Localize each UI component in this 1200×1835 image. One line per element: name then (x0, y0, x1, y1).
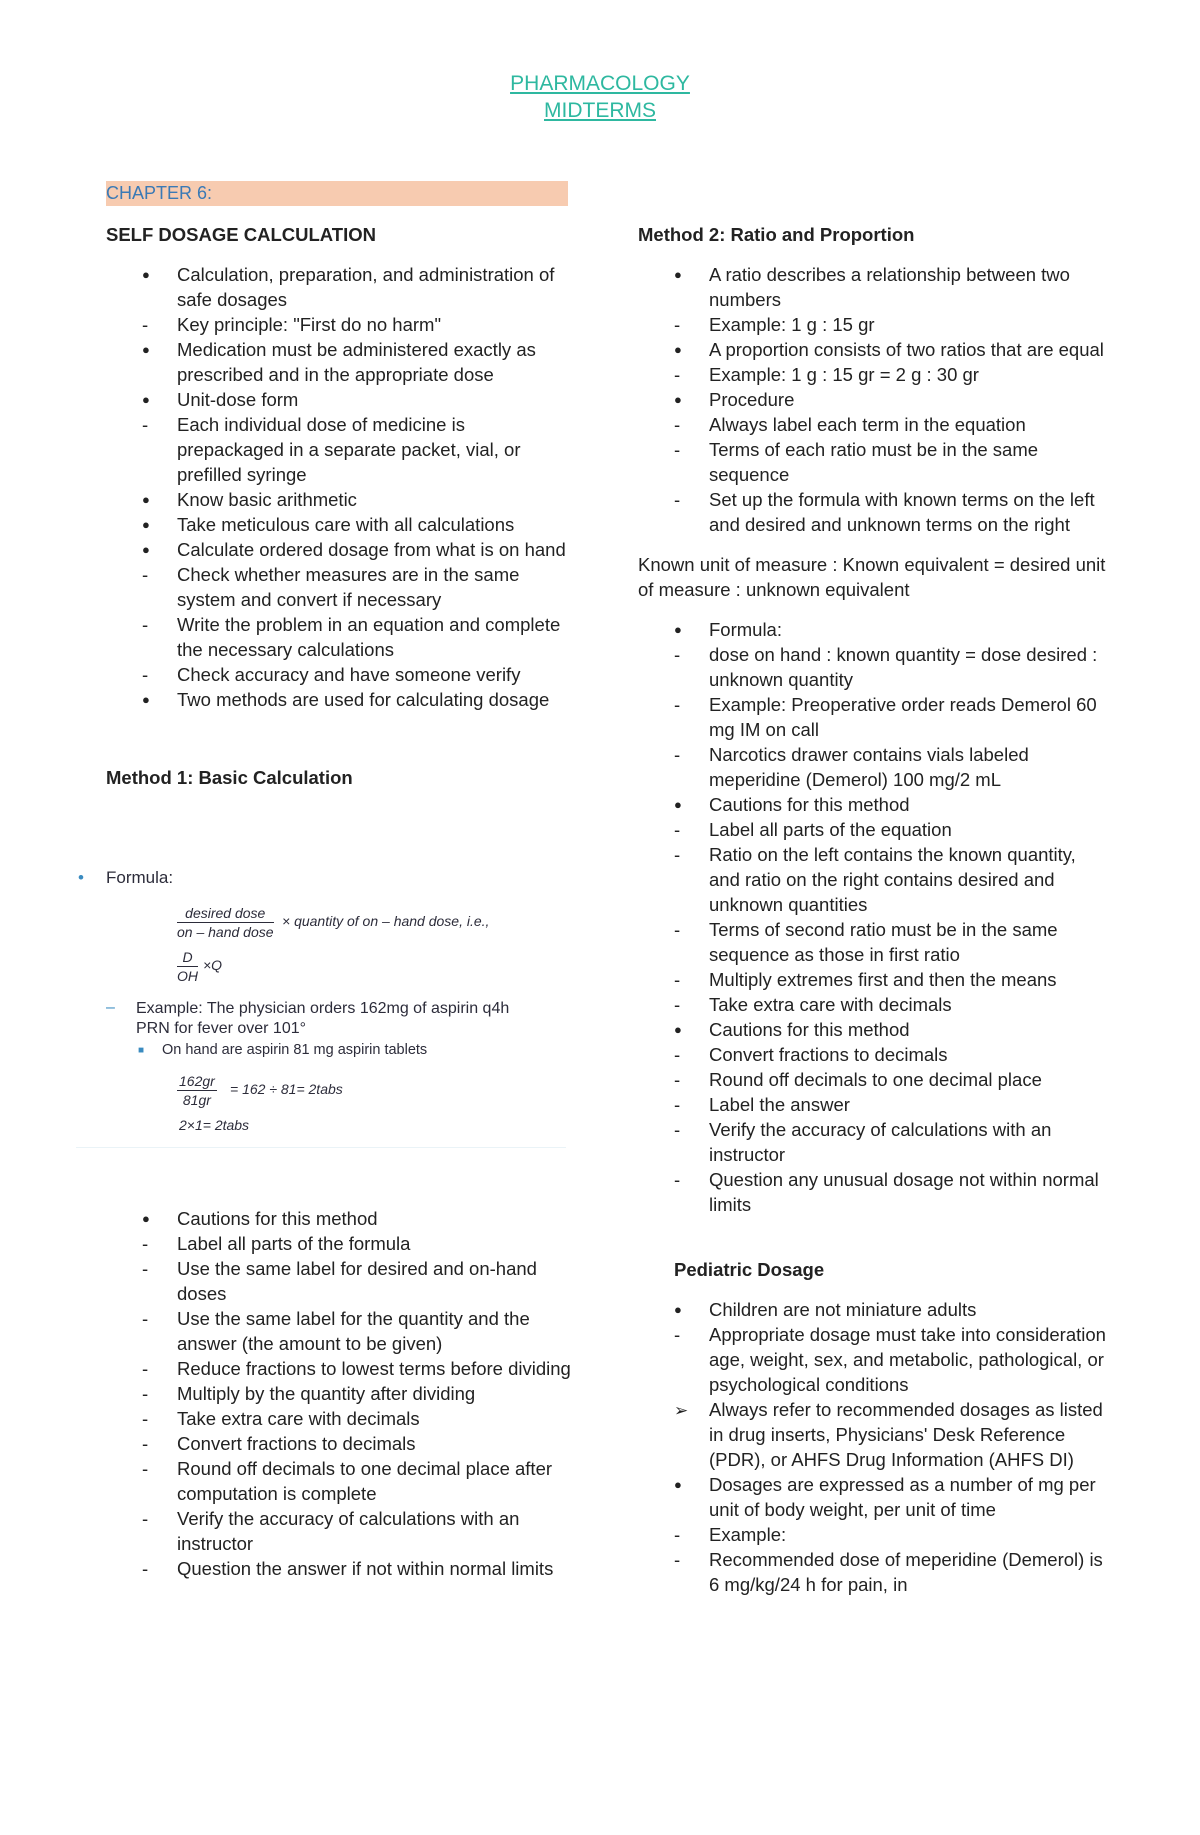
list-item (638, 362, 1108, 387)
bullet-icon (674, 387, 694, 414)
list-item (638, 642, 1108, 692)
title-line-1: PHARMACOLOGY (510, 72, 690, 95)
list-item (106, 387, 576, 412)
list-item-text: Question any unusual dosage not within normal limits (709, 1169, 1099, 1215)
list-item (638, 1017, 1108, 1042)
list-item-text: Example: Preoperative order reads Demerol 60 mg IM on call (709, 694, 1097, 740)
list-item (106, 337, 576, 387)
list-item (106, 1456, 576, 1506)
list-item-text: Check whether measures are in the same system and convert if necessary (177, 564, 520, 610)
dash-marker (674, 917, 694, 942)
list-item-text: Convert fractions to decimals (177, 1433, 416, 1454)
bullet-icon (142, 512, 162, 539)
list-item-text: Question the answer if not within normal limits (177, 1558, 554, 1579)
list-item-text: Round off decimals to one decimal place after computation is complete (177, 1458, 553, 1504)
list-item-text: Example: 1 g : 15 gr (709, 314, 875, 335)
chapter-label: CHAPTER 6: (106, 181, 568, 206)
list-item (638, 1067, 1108, 1092)
frac3-denominator: 81gr (182, 1092, 211, 1108)
list-item (638, 262, 1108, 312)
list-item (638, 1167, 1108, 1217)
dash-marker (674, 1042, 694, 1067)
list-item-text: Formula: (709, 619, 782, 640)
dash-marker (674, 1067, 694, 1092)
dash-marker (142, 312, 162, 337)
list-item (638, 1472, 1108, 1522)
list-item (106, 1256, 576, 1306)
dash-marker (142, 562, 162, 587)
list-item-text: Medication must be administered exactly as prescribed and in the appropriate dose (177, 339, 536, 385)
list-item (638, 792, 1108, 817)
formula-last-line: 2×1= 2tabs (179, 1117, 250, 1133)
dash-marker (142, 1456, 162, 1481)
list-item-text: Unit-dose form (177, 389, 299, 410)
list-item (638, 617, 1108, 642)
list-item (638, 1092, 1108, 1117)
list-item (106, 562, 576, 612)
list-item-text: Example: 1 g : 15 gr = 2 g : 30 gr (709, 364, 979, 385)
list-item (638, 412, 1108, 437)
frac1-denominator: on – hand dose (177, 924, 274, 940)
dash-marker (142, 1431, 162, 1456)
frac3-numerator: 162gr (179, 1073, 215, 1089)
list-item-text: Use the same label for desired and on-hand doses (177, 1258, 537, 1304)
formula-fraction-3 (177, 1072, 217, 1109)
list-item-text: Key principle: "First do no harm" (177, 314, 442, 335)
dash-marker (674, 742, 694, 767)
list-item-text: Ratio on the left contains the known quantity, and ratio on the right contains desired and unknown quantities (709, 844, 1076, 915)
list-item (106, 1506, 576, 1556)
list-item-text: Label the answer (709, 1094, 850, 1115)
formula-figure (76, 862, 566, 1148)
list-item-text: Set up the formula with known terms on the left and desired and unknown terms on the right (709, 489, 1095, 535)
section-heading-pediatric: Pediatric Dosage (674, 1259, 825, 1280)
dash-marker (142, 612, 162, 637)
right-list-2 (638, 617, 1108, 1217)
dash-marker (674, 1117, 694, 1142)
list-item-text: Always refer to recommended dosages as listed in drug inserts, Physicians' Desk Reference (PDR), or AHFS Drug Information (AHFS DI) (709, 1399, 1103, 1470)
list-item (106, 1306, 576, 1356)
list-item (638, 1547, 1108, 1597)
bullet-icon (142, 687, 162, 714)
dash-marker (142, 662, 162, 687)
list-item (106, 1206, 576, 1231)
section-heading-method-1: Method 1: Basic Calculation (106, 767, 353, 788)
list-item-text: Always label each term in the equation (709, 414, 1026, 435)
frac2-numerator: D (177, 948, 198, 967)
bullet-icon (142, 262, 162, 289)
dash-marker (674, 692, 694, 717)
left-column-top (106, 222, 576, 790)
list-item-text: Two methods are used for calculating dosage (177, 689, 550, 710)
list-item (638, 817, 1108, 842)
dash-marker (142, 1406, 162, 1431)
list-item-text: Label all parts of the equation (709, 819, 952, 840)
list-item-text: Multiply by the quantity after dividing (177, 1383, 476, 1404)
dash-marker (674, 437, 694, 462)
list-item-text: Use the same label for the quantity and the answer (the amount to be given) (177, 1308, 530, 1354)
bullet-icon (142, 487, 162, 514)
list-item (638, 1042, 1108, 1067)
dash-marker (674, 967, 694, 992)
section-heading-method-2: Method 2: Ratio and Proportion (638, 224, 915, 245)
dash-marker (674, 842, 694, 867)
list-item (638, 992, 1108, 1017)
list-item-text: Procedure (709, 389, 795, 410)
bullet-icon (142, 537, 162, 564)
dash-marker (674, 1547, 694, 1572)
bullet-icon (674, 337, 694, 364)
list-item (638, 967, 1108, 992)
list-item-text: Label all parts of the formula (177, 1233, 411, 1254)
list-item-text: Narcotics drawer contains vials labeled meperidine (Demerol) 100 mg/2 mL (709, 744, 1029, 790)
list-item (638, 437, 1108, 487)
formula-example-text: Example: The physician orders 162mg of aspirin q4h PRN for fever over 101° (136, 1000, 510, 1037)
list-item (106, 1556, 576, 1581)
dash-marker (142, 412, 162, 437)
list-item-text: Reduce fractions to lowest terms before dividing (177, 1358, 571, 1379)
dash-marker (142, 1231, 162, 1256)
dash-marker (142, 1556, 162, 1581)
list-item-text: Check accuracy and have someone verify (177, 664, 521, 685)
list-item (106, 412, 576, 487)
dash-marker (674, 312, 694, 337)
list-item (638, 1322, 1108, 1397)
bullet-icon (142, 337, 162, 364)
list-item (638, 742, 1108, 792)
list-item-text: Appropriate dosage must take into consideration age, weight, sex, and metabolic, pathological, or psychological conditions (709, 1324, 1106, 1395)
right-list-1 (638, 262, 1108, 537)
list-item-text: Take meticulous care with all calculations (177, 514, 515, 535)
list-item-text: Convert fractions to decimals (709, 1044, 948, 1065)
bullet-icon (674, 1017, 694, 1044)
list-item (106, 312, 576, 337)
list-item (106, 1381, 576, 1406)
dash-marker (674, 642, 694, 667)
dash-marker (674, 1092, 694, 1117)
frac3-rest: = 162 ÷ 81= 2tabs (230, 1081, 343, 1097)
list-item-text: Example: (709, 1524, 787, 1545)
list-item (106, 487, 576, 512)
ratio-paragraph: Known unit of measure : Known equivalent = desired unit of measure : unknown equivalent (638, 554, 1106, 600)
bullet-icon (674, 262, 694, 289)
bullet-icon (674, 792, 694, 819)
list-item-text: Round off decimals to one decimal place (709, 1069, 1042, 1090)
dash-marker (674, 817, 694, 842)
list-item-text: Take extra care with decimals (177, 1408, 420, 1429)
bullet-icon (674, 1297, 694, 1324)
list-item (638, 1522, 1108, 1547)
dash-marker (142, 1356, 162, 1381)
dash-marker (674, 362, 694, 387)
arrow-bullet-icon (674, 1397, 694, 1423)
bullet-icon (142, 387, 162, 414)
dash-marker (142, 1381, 162, 1406)
list-item-text: Calculate ordered dosage from what is on hand (177, 539, 566, 560)
list-item (106, 262, 576, 312)
list-item (638, 1297, 1108, 1322)
right-column (638, 222, 1108, 1597)
list-item (106, 512, 576, 537)
dash-marker (674, 487, 694, 512)
list-item-text: Terms of each ratio must be in the same sequence (709, 439, 1039, 485)
list-item-text: Cautions for this method (177, 1208, 378, 1229)
frac1-numerator: desired dose (177, 904, 274, 923)
list-item (638, 337, 1108, 362)
list-item (106, 612, 576, 662)
list-item-text: Multiply extremes first and then the means (709, 969, 1057, 990)
frac1-rest: × quantity of on – hand dose, i.e., (282, 913, 490, 929)
frac2-denominator: OH (177, 968, 198, 984)
right-list-3 (638, 1297, 1108, 1597)
list-item (638, 387, 1108, 412)
list-item (638, 1397, 1108, 1472)
list-item (106, 1356, 576, 1381)
list-item (106, 662, 576, 687)
list-item-text: dose on hand : known quantity = dose desired : unknown quantity (709, 644, 1098, 690)
bullet-icon (674, 1472, 694, 1499)
list-item (638, 842, 1108, 917)
formula-fraction-1 (177, 904, 274, 941)
formula-label: Formula: (106, 868, 174, 887)
list-item (106, 1431, 576, 1456)
list-item-text: Calculation, preparation, and administration of safe dosages (177, 264, 555, 310)
formula-onhand-text: On hand are aspirin 81 mg aspirin tablets (162, 1042, 428, 1058)
list-item-text: Verify the accuracy of calculations with an instructor (177, 1508, 520, 1554)
left-list-1 (106, 262, 576, 712)
list-item-text: Children are not miniature adults (709, 1299, 977, 1320)
list-item (106, 687, 576, 712)
bullet-icon (674, 617, 694, 644)
list-item-text: Cautions for this method (709, 1019, 910, 1040)
section-heading-self-dosage: SELF DOSAGE CALCULATION (106, 224, 376, 245)
bullet-icon (142, 1206, 162, 1233)
title-line-2: MIDTERMS (544, 99, 656, 122)
list-item-text: Dosages are expressed as a number of mg per unit of body weight, per unit of time (709, 1474, 1096, 1520)
dash-marker (674, 1167, 694, 1192)
frac2-rest: ×Q (203, 957, 223, 973)
list-item-text: Cautions for this method (709, 794, 910, 815)
list-item (638, 312, 1108, 337)
list-item (106, 1231, 576, 1256)
list-item (638, 1117, 1108, 1167)
list-item-text: Verify the accuracy of calculations with an instructor (709, 1119, 1052, 1165)
onhand-square-icon: ■ (138, 1045, 145, 1056)
dash-marker (142, 1506, 162, 1531)
list-item-text: Each individual dose of medicine is prepackaged in a separate packet, vial, or prefilled syringe (177, 414, 521, 485)
dash-marker (674, 1522, 694, 1547)
list-item (638, 917, 1108, 967)
list-item-text: Recommended dose of meperidine (Demerol) is 6 mg/kg/24 h for pain, in (709, 1549, 1103, 1595)
list-item-text: Know basic arithmetic (177, 489, 357, 510)
list-item-text: A proportion consists of two ratios that are equal (709, 339, 1104, 360)
list-item (638, 487, 1108, 537)
document-title (0, 70, 1200, 124)
formula-fraction-2 (177, 948, 198, 985)
left-list-2 (106, 1206, 576, 1581)
dash-marker (674, 412, 694, 437)
dash-marker (674, 1322, 694, 1347)
list-item (638, 692, 1108, 742)
list-item-text: Take extra care with decimals (709, 994, 952, 1015)
list-item-text: Write the problem in an equation and complete the necessary calculations (177, 614, 561, 660)
list-item (106, 537, 576, 562)
example-dash-icon: – (106, 999, 115, 1016)
formula-bullet-icon: • (78, 868, 84, 887)
dash-marker (142, 1306, 162, 1331)
list-item-text: Terms of second ratio must be in the same sequence as those in first ratio (709, 919, 1058, 965)
dash-marker (674, 992, 694, 1017)
list-item-text: A ratio describes a relationship between two numbers (709, 264, 1070, 310)
list-item (106, 1406, 576, 1431)
dash-marker (142, 1256, 162, 1281)
left-column-bottom (106, 1206, 576, 1581)
